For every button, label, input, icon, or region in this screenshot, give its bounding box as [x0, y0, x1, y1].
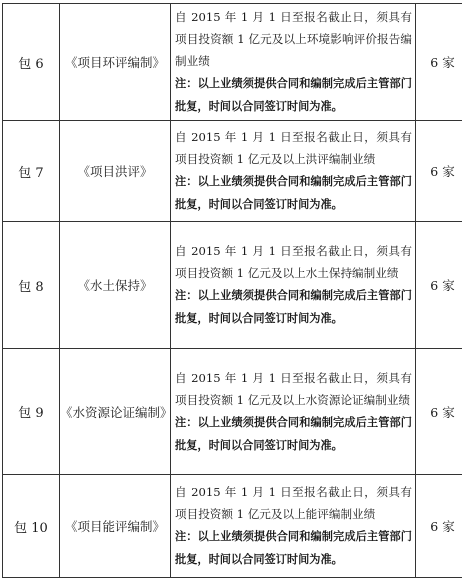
table-row — [3, 4, 462, 121]
requirement-note: 注：以上业绩须提供合同和编制完成后主管部门批复，时间以合同签订时间为准。 — [175, 525, 412, 571]
count-cell: 6 家 — [416, 121, 462, 222]
project-name-cell: 《水资源论证编制》 — [60, 349, 171, 475]
table-row — [3, 222, 462, 349]
requirement-text: 自 2015 年 1 月 1 日至报名截止日，须具有项目投资额 1 亿元及以上水土保持编制业绩 — [175, 240, 412, 284]
requirement-text: 自 2015 年 1 月 1 日至报名截止日，须具有项目投资额 1 亿元及以上洪评编制业绩 — [175, 126, 412, 170]
requirement-cell — [171, 121, 416, 222]
table-row — [3, 121, 462, 222]
project-name-cell: 《水土保持》 — [60, 222, 171, 349]
package-requirements-table — [2, 3, 462, 578]
table-row — [3, 475, 462, 578]
requirement-text: 自 2015 年 1 月 1 日至报名截止日，须具有项目投资额 1 亿元及以上水资源论证编制业绩 — [175, 367, 412, 411]
requirement-text: 自 2015 年 1 月 1 日至报名截止日，须具有项目投资额 1 亿元及以上能评编制业绩 — [175, 481, 412, 525]
package-cell: 包 7 — [3, 121, 60, 222]
requirement-text: 自 2015 年 1 月 1 日至报名截止日，须具有项目投资额 1 亿元及以上环境影响评价报告编制业绩 — [175, 6, 412, 72]
count-cell: 6 家 — [416, 4, 462, 121]
requirement-note: 注：以上业绩须提供合同和编制完成后主管部门批复，时间以合同签订时间为准。 — [175, 72, 412, 118]
requirement-cell — [171, 349, 416, 475]
requirement-note: 注：以上业绩须提供合同和编制完成后主管部门批复，时间以合同签订时间为准。 — [175, 284, 412, 330]
package-cell: 包 9 — [3, 349, 60, 475]
project-name-cell: 《项目能评编制》 — [60, 475, 171, 578]
package-cell: 包 6 — [3, 4, 60, 121]
package-cell: 包 8 — [3, 222, 60, 349]
requirement-cell — [171, 4, 416, 121]
count-cell: 6 家 — [416, 475, 462, 578]
project-name-cell: 《项目环评编制》 — [60, 4, 171, 121]
table-row — [3, 349, 462, 475]
package-cell: 包 10 — [3, 475, 60, 578]
requirement-cell — [171, 475, 416, 578]
requirement-note: 注：以上业绩须提供合同和编制完成后主管部门批复，时间以合同签订时间为准。 — [175, 411, 412, 457]
requirement-cell — [171, 222, 416, 349]
count-cell: 6 家 — [416, 222, 462, 349]
count-cell: 6 家 — [416, 349, 462, 475]
project-name-cell: 《项目洪评》 — [60, 121, 171, 222]
requirement-note: 注：以上业绩须提供合同和编制完成后主管部门批复，时间以合同签订时间为准。 — [175, 170, 412, 216]
